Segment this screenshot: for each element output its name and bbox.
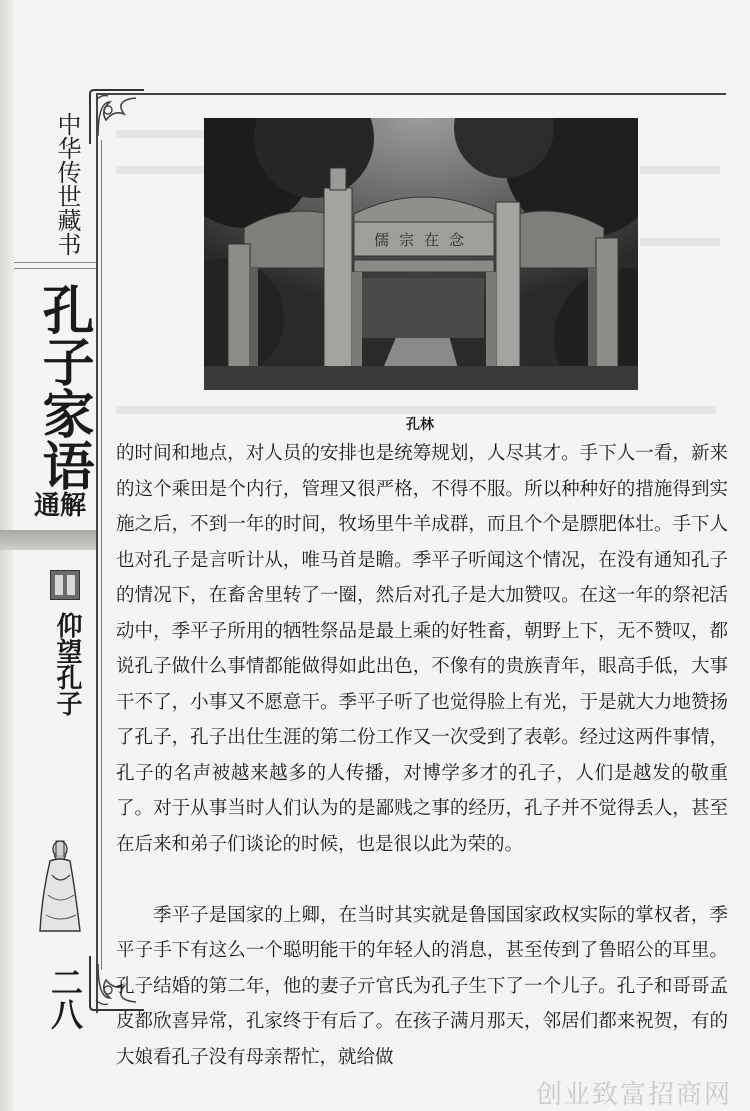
bleed-through-text [116, 130, 204, 138]
page-binding-edge [0, 0, 14, 1111]
sidebar-band [0, 530, 96, 550]
frame-top-rule [96, 93, 726, 95]
page-number: 二八 [46, 966, 84, 1030]
sidebar-divider [14, 268, 96, 269]
frame-left-inner-rule [101, 140, 102, 970]
bleed-through-text [640, 166, 720, 174]
figure-caption: 孔林 [406, 417, 434, 433]
seal-stamp-icon [50, 570, 80, 600]
watermark: 创业致富招商网 [536, 1080, 733, 1110]
paragraph: 季平子是国家的上卿，在当时其实就是鲁国国家政权实际的掌权者，季平子手下有这么一个聪明能干的年轻人的消息，甚至传到了鲁昭公的耳里。孔子结婚的第二年，他的妻子亓官氏为孔子生下了一个儿子。孔子和哥哥孟皮都欣喜异常，孔家终于有后了。在孩子满月那天，邻居们都来祝贺，有的大娘看孔子没有母亲帮忙，就给做 [116, 904, 728, 1068]
confucius-figure-icon [30, 835, 90, 935]
bleed-through-text [116, 166, 204, 174]
book-subtitle: 通解 [33, 491, 86, 521]
body-text [116, 436, 728, 1075]
sidebar-divider [14, 262, 96, 263]
gate-plaque-text: 儒宗在念 [373, 231, 475, 249]
frame-left-rule [96, 93, 98, 1013]
chapter-title: 仰望孔子 [52, 612, 82, 716]
paragraph: 的时间和地点，对人员的安排也是统筹规划，人尽其才。手下人一看，新来的这个乘田是个内行，管理又很严格，不得不服。所以种种好的措施得到实施之后，不到一年的时间，牧场里牛羊成群，而且个个是膘肥体壮。手下人也对孔子是言听计从，唯马首是瞻。季平子听闻这个情况，在没有通知孔子的情况下，在畜舍里转了一圈，然后对孔子是大加赞叹。在这一年的祭祀活动中，季平子所用的牺牲祭品是最上乘的好牲畜，朝野上下，无不赞叹，都说孔子做什么事情都能做得如此出色，不像有的贵族青年，眼高手低，大事干不了，小事又不愿意干。季平子听了也觉得脸上有光，于是就大力地赞扬了孔子，孔子出仕生涯的第二份工作又一次受到了表彰。经过这两件事情，孔子的名声被越来越多的人传播，对博学多才的孔子，人们是越发的敬重了。对于从事当时人们认为的是鄙贱之事的经历，孔子并不觉得丢人，甚至在后来和弟子们谈论的时候，也是很以此为荣的。 [116, 443, 728, 855]
kong-forest-photo [204, 118, 638, 390]
bleed-through-text [116, 406, 716, 414]
ornament-corner-top-left [80, 80, 154, 154]
series-title: 中华传世藏书 [53, 112, 81, 256]
bleed-through-text [640, 238, 720, 246]
book-title: 孔子家语 [33, 283, 94, 491]
